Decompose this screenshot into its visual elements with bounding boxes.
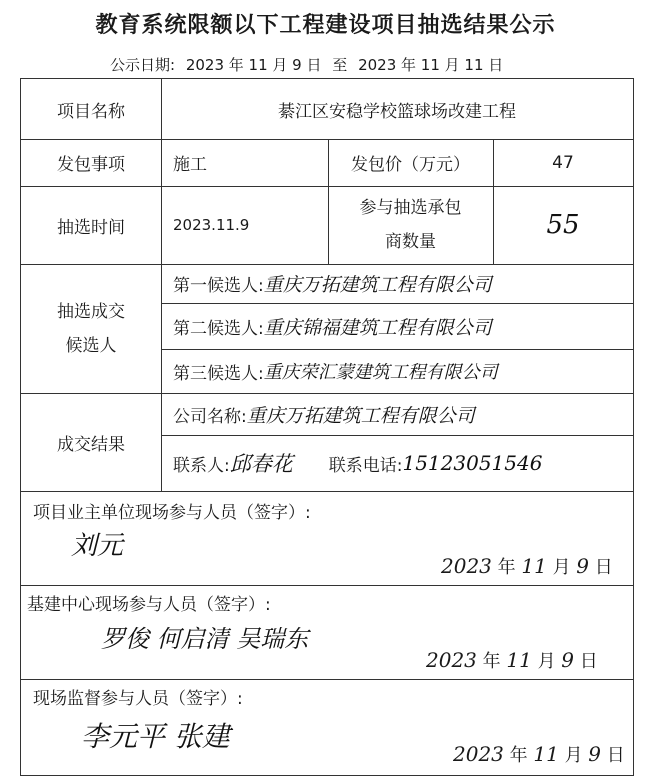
- owner-sign-month-unit: 月: [552, 557, 571, 578]
- infrastructure-sign-date: [426, 647, 598, 673]
- document-title: 教育系统限额以下工程建设项目抽选结果公示: [95, 13, 556, 38]
- infrastructure-sign-year: 2023: [426, 648, 477, 672]
- candidate-1-value: 重庆万拓建筑工程有限公司: [263, 274, 492, 296]
- project-name-label: 项目名称: [57, 101, 125, 122]
- candidate-2-label: 第二候选人:: [173, 318, 264, 339]
- draw-time-value: 2023.11.9: [173, 216, 250, 234]
- bidder-count-label-line-1: 参与抽选承包: [359, 198, 462, 218]
- contract-price-value: 47: [552, 152, 574, 173]
- owner-sign-year-unit: 年: [497, 557, 516, 578]
- supervision-sign-month: 11: [533, 742, 559, 766]
- infrastructure-signatures-label: 基建中心现场参与人员（签字）:: [27, 594, 271, 615]
- candidate-2: [173, 303, 633, 349]
- supervision-sign-year-unit: 年: [509, 745, 528, 766]
- infrastructure-sign-day-unit: 日: [579, 651, 598, 672]
- supervision-signatures: 李元平 张建: [81, 720, 230, 753]
- result-company: [173, 393, 633, 435]
- bidder-count-value: 55: [546, 210, 580, 240]
- notice-date-label: 公示日期:: [110, 56, 176, 74]
- table-rule: [161, 79, 162, 491]
- candidate-3-label: 第三候选人:: [173, 363, 264, 384]
- notice-end-date: 2023 年 11 月 11 日: [358, 56, 504, 74]
- table-rule: [21, 585, 633, 586]
- candidates-label-line-1: 抽选成交: [57, 301, 125, 322]
- bidder-count-label-line-2: 商数量: [385, 232, 436, 252]
- table-rule: [21, 491, 633, 492]
- notice-date-line: [110, 54, 509, 75]
- supervision-sign-day-unit: 日: [606, 745, 625, 766]
- candidate-1: [173, 264, 633, 303]
- result-company-value: 重庆万拓建筑工程有限公司: [246, 404, 475, 427]
- bidder-count-label: [328, 186, 493, 264]
- infrastructure-sign-year-unit: 年: [482, 651, 501, 672]
- supervision-signatures-label: 现场监督参与人员（签字）:: [33, 688, 243, 709]
- owner-sign-year: 2023: [441, 554, 492, 578]
- table-rule: [21, 679, 633, 680]
- contract-item-label: 发包事项: [57, 155, 125, 175]
- candidates-label-line-2: 候选人: [65, 335, 117, 356]
- result-contact-label: 联系人:: [173, 455, 230, 476]
- contract-item-value: 施工: [173, 155, 207, 175]
- owner-signatures: 刘元: [71, 531, 124, 561]
- candidate-1-label: 第一候选人:: [173, 276, 264, 296]
- owner-sign-day: 9: [576, 554, 590, 578]
- supervision-sign-month-unit: 月: [564, 745, 583, 766]
- result-label: 成交结果: [57, 434, 125, 455]
- result-phone-value: 15123051546: [402, 451, 543, 475]
- notice-date-to: 至: [332, 56, 348, 74]
- owner-sign-month: 11: [521, 554, 547, 578]
- infrastructure-sign-month-unit: 月: [537, 651, 556, 672]
- infrastructure-signatures: 罗俊 何启清 吴瑞东: [101, 625, 309, 653]
- supervision-sign-date: [453, 741, 625, 767]
- candidate-3: [173, 349, 633, 393]
- supervision-sign-day: 9: [588, 742, 602, 766]
- candidates-label: [21, 264, 161, 393]
- draw-time-label: 抽选时间: [57, 217, 125, 238]
- infrastructure-sign-day: 9: [561, 648, 575, 672]
- infrastructure-sign-month: 11: [506, 648, 532, 672]
- owner-signatures-label: 项目业主单位现场参与人员（签字）:: [33, 502, 311, 523]
- result-phone-label: 联系电话:: [328, 455, 403, 476]
- notice-start-date: 2023 年 11 月 9 日: [185, 56, 322, 74]
- result-contact: [173, 435, 633, 491]
- owner-sign-day-unit: 日: [594, 557, 613, 578]
- candidate-2-value: 重庆锦福建筑工程有限公司: [263, 316, 492, 339]
- contract-price-label: 发包价（万元）: [351, 155, 470, 175]
- result-contact-value: 邱春花: [229, 452, 293, 476]
- form-table: [20, 78, 634, 776]
- project-name-value: 綦江区安稳学校篮球场改建工程: [278, 101, 516, 122]
- owner-sign-date: [441, 553, 613, 579]
- result-company-label: 公司名称:: [173, 406, 247, 427]
- supervision-sign-year: 2023: [453, 742, 504, 766]
- candidate-3-value: 重庆荣汇蒙建筑工程有限公司: [263, 362, 498, 383]
